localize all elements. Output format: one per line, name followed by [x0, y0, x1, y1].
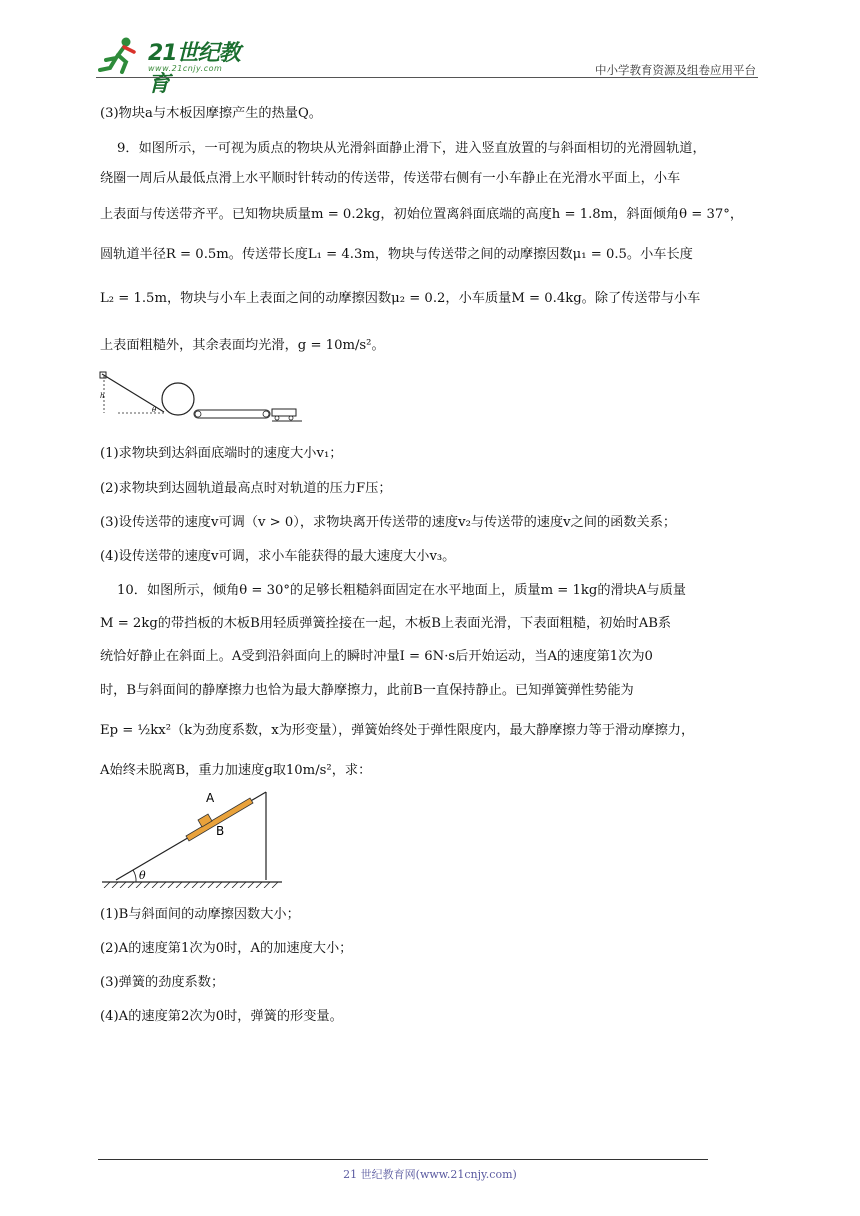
q9-text-line: 圆轨道半径R = 0.5m。传送带长度L₁ = 4.3m，物块与传送带之间的动摩擦因数μ₁ = 0.5。小车长度 — [100, 247, 693, 262]
q9-part2: (2)求物块到达圆轨道最高点时对轨道的压力F压； — [100, 481, 392, 496]
q9-text-line: 上表面粗糙外，其余表面均光滑，g = 10m/s²。 — [100, 338, 385, 353]
height-label: h — [100, 392, 105, 400]
angle-label: θ — [152, 406, 157, 414]
q9-intro-line: 9．如图所示，一可视为质点的物块从光滑斜面静止滑下，进入竖直放置的与斜面相切的光滑圆轨道， — [117, 141, 706, 156]
logo-text: 21世纪教育 — [148, 41, 240, 97]
q10-text-line: M = 2kg的带挡板的木板B用轻质弹簧拴接在一起，木板B上表面光滑，下表面粗糙，初始时AB系 — [100, 616, 672, 631]
platform-name: 中小学教育资源及组卷应用平台 — [595, 63, 756, 77]
q9-part3: (3)设传送带的速度v可调（v > 0），求物块离开传送带的速度v₂与传送带的速度v之间的函数关系； — [100, 515, 677, 530]
ground-hatching — [104, 882, 278, 888]
q10-text-line: A始终未脱离B，重力加速度g取10m/s²，求： — [100, 763, 372, 778]
q8-part3: (3)物块a与木板因摩擦产生的热量Q。 — [100, 106, 322, 121]
q9-text-line: 绕圈一周后从最低点滑上水平顺时针转动的传送带，传送带右侧有一小车静止在光滑水平面上，小车 — [100, 171, 681, 186]
q9-part1: (1)求物块到达斜面底端时的速度大小v₁； — [100, 446, 343, 461]
cart — [272, 409, 296, 416]
angle-arc — [133, 870, 136, 882]
q10-text-line: Ep = ½kx²（k为劲度系数，x为形变量），弹簧始终处于弹性限度内，最大静摩擦力等于滑动摩擦力， — [100, 723, 695, 738]
q10-text-line: 时，B与斜面间的静摩擦力也恰为最大静摩擦力，此前B一直保持静止。已知弹簧弹性势能为 — [100, 683, 634, 698]
conveyor-belt — [194, 410, 270, 418]
figure-loop-track — [96, 366, 306, 436]
footer-divider — [98, 1159, 708, 1160]
page-footer: 21 世纪教育网(www.21cnjy.com) — [343, 1168, 517, 1181]
q9-text-line: L₂ = 1.5m，物块与小车上表面之间的动摩擦因数μ₂ = 0.2，小车质量M = 0.4kg。除了传送带与小车 — [100, 291, 701, 306]
q9-part4: (4)设传送带的速度v可调，求小车能获得的最大速度大小v₃。 — [100, 549, 456, 564]
page-header — [96, 28, 756, 97]
runner-icon — [96, 36, 146, 76]
logo-url: www.21cnjy.com — [148, 64, 223, 73]
label-b: B — [216, 824, 225, 838]
site-logo — [96, 36, 256, 97]
q9-text-line: 上表面与传送带齐平。已知物块质量m = 0.2kg，初始位置离斜面底端的高度h = 1.8m，斜面倾角θ = 37°， — [100, 207, 744, 222]
q10-part2: (2)A的速度第1次为0时，A的加速度大小； — [100, 941, 353, 956]
label-a: A — [206, 791, 215, 805]
q10-part4: (4)A的速度第2次为0时，弹簧的形变量。 — [100, 1009, 343, 1024]
loop-track — [162, 383, 194, 415]
angle-label: θ — [139, 869, 146, 882]
q10-part1: (1)B与斜面间的动摩擦因数大小； — [100, 907, 300, 922]
q10-part3: (3)弹簧的劲度系数； — [100, 975, 225, 990]
q10-text-line: 统恰好静止在斜面上。A受到沿斜面向上的瞬时冲量I = 6N·s后开始运动，当A的速度第1次为0 — [100, 649, 653, 664]
figure-incline — [100, 788, 290, 888]
q10-intro-line: 10．如图所示，倾角θ = 30°的足够长粗糙斜面固定在水平地面上，质量m = 1kg的滑块A与质量 — [117, 583, 686, 598]
header-divider — [96, 77, 758, 78]
